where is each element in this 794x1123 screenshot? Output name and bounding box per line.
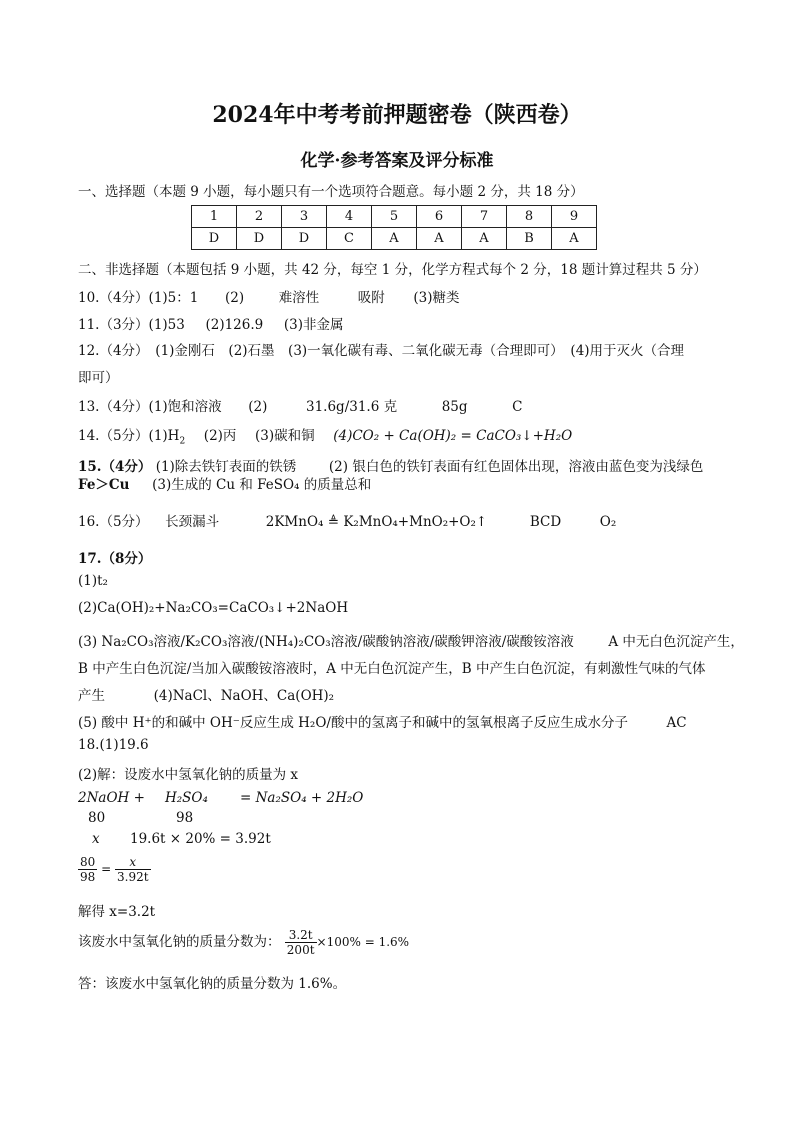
table-cell: A: [462, 228, 507, 250]
q18-unknown-x: x: [92, 831, 100, 847]
q15-answer-2: (2) 银白色的铁钉表面有红色固体出现，溶液由蓝色变为浅绿色: [328, 459, 704, 475]
q17-line-6: [78, 711, 687, 731]
page-subtitle: 化学·参考答案及评分标准: [300, 151, 494, 171]
q18-line-1: 18.(1)19.6: [78, 737, 149, 753]
answer-table: [191, 205, 597, 250]
q15-line-2: [78, 473, 371, 493]
fraction-denominator: 3.92t: [117, 870, 149, 884]
q18-fraction-label: 该废水中氢氧化钠的质量分数为：: [78, 934, 281, 950]
q17-line-4: B 中产生白色沉淀/当加入碳酸铵溶液时，A 中无白色沉淀产生，B 中产生白色沉淀，有刺激性气味的气体: [78, 661, 706, 677]
fraction-numerator: 80: [80, 855, 96, 869]
table-cell: A: [417, 228, 462, 250]
answer-table-numbers-row: [192, 206, 597, 228]
q12-line-2: 即可）: [78, 370, 119, 386]
table-cell: 6: [417, 206, 462, 228]
q15-line-1: [78, 455, 703, 475]
section-2-heading: 二、非选择题（本题包括 9 小题，共 42 分，每空 1 分，化学方程式每个 2 分，18 题计算过程共 5 分）: [78, 262, 707, 278]
q18-molar-h2so4: 98: [176, 810, 194, 826]
q17-line-3a: (3) Na₂CO₃溶液/K₂CO₃溶液/(NH₄)₂CO₃溶液/碳酸钠溶液/碳酸钾溶液/碳酸铵溶液: [78, 634, 574, 650]
q18-fraction-tail: ×100% = 1.6%: [316, 935, 410, 949]
q15-answer-1: (1)除去铁钉表面的铁锈: [155, 459, 297, 475]
q16-answer-3: BCD: [529, 514, 562, 530]
q12-line-1: 12.（4分） (1)金刚石 (2)石墨 (3)一氧化碳有毒、二氧化碳无毒（合理即可） (4)用于灭火（合理: [78, 343, 685, 359]
q11-head: 11.（3分）(1)53: [78, 317, 185, 333]
q10-answer-5: (3)糖类: [413, 290, 460, 306]
q14-line: [78, 424, 572, 447]
q17-line-6b: AC: [666, 715, 687, 731]
q13-line: [78, 395, 522, 415]
q13-answer-2: (2): [248, 399, 268, 415]
page-title: 2024年中考考前押题密卷（陕西卷）: [212, 102, 582, 128]
table-cell: 7: [462, 206, 507, 228]
q13-answer-5: C: [512, 399, 523, 415]
table-cell: D: [237, 228, 282, 250]
q18-eq-b: H₂SO₄: [165, 790, 208, 806]
table-cell: 1: [192, 206, 237, 228]
q14-answer-2: (2)丙: [203, 428, 237, 444]
table-cell: 2: [237, 206, 282, 228]
q17-line-5b: (4)NaCl、NaOH、Ca(OH)₂: [153, 688, 335, 704]
q17-line-3: [78, 630, 744, 650]
answer-table-answers-row: [192, 228, 597, 250]
table-cell: A: [552, 228, 597, 250]
q14-head: 14.（5分）(1)H: [78, 428, 180, 444]
q17-line-3b: A 中无白色沉淀产生，: [608, 634, 744, 650]
q11-line: [78, 313, 343, 333]
q10-answer-4: 吸附: [357, 290, 385, 306]
q17-line-1: (1)t₂: [78, 573, 108, 589]
q17-line-2: (2)Ca(OH)₂+Na₂CO₃=CaCO₃↓+2NaOH: [78, 600, 349, 616]
q18-value-h2so4: 19.6t × 20% = 3.92t: [130, 831, 271, 847]
q13-answer-3: 31.6g/31.6 克: [306, 399, 398, 415]
q17-line-6a: (5) 酸中 H⁺的和碱中 OH⁻反应生成 H₂O/酸中的氢离子和碱中的氢氧根离子反应生成水分子: [78, 715, 628, 731]
q15-answer-4: (3)生成的 Cu 和 FeSO₄ 的质量总和: [152, 477, 372, 493]
table-cell: A: [372, 228, 417, 250]
table-cell: C: [327, 228, 372, 250]
q14-answer-4: (4)CO₂ + Ca(OH)₂ = CaCO₃↓+H₂O: [333, 428, 573, 444]
q10-line: [78, 286, 460, 306]
q18-fraction-line: [78, 928, 409, 957]
q11-answer-3: (3)非金属: [283, 317, 344, 333]
table-cell: 8: [507, 206, 552, 228]
q16-head: 16.（5分）: [78, 514, 149, 530]
q16-answer-4: O₂: [599, 514, 617, 530]
section-1-heading: 一、选择题（本题 9 小题，每小题只有一个选项符合题意。每小题 2 分，共 18 分）: [78, 184, 584, 200]
q18-final-answer: 答：该废水中氢氧化钠的质量分数为 1.6%。: [78, 976, 347, 992]
table-cell: 5: [372, 206, 417, 228]
q10-answer-2: (2): [224, 290, 245, 306]
table-cell: 9: [552, 206, 597, 228]
q17-line-5a: 产生: [78, 688, 105, 704]
fraction-numerator: x: [115, 855, 151, 870]
table-cell: 3: [282, 206, 327, 228]
q17-head: 17.（8分）: [78, 551, 152, 567]
q18-eq-a: 2NaOH +: [78, 790, 145, 806]
q18-eq-c: = Na₂SO₄ + 2H₂O: [240, 790, 364, 806]
table-cell: D: [282, 228, 327, 250]
fraction-denominator: 200t: [286, 943, 315, 957]
fraction: [115, 855, 151, 884]
q16-answer-1: 长颈漏斗: [165, 514, 220, 530]
q13-head: 13.（4分）(1)饱和溶液: [78, 399, 222, 415]
table-cell: 4: [327, 206, 372, 228]
q16-answer-2: 2KMnO₄ ≜ K₂MnO₄+MnO₂+O₂↑: [265, 514, 488, 530]
q14-answer-3: (3)碳和铜: [255, 428, 315, 444]
fraction-numerator: 3.2t: [285, 928, 317, 943]
table-cell: B: [507, 228, 552, 250]
table-cell: D: [192, 228, 237, 250]
q14-subscript: 2: [179, 436, 186, 447]
fraction-denominator: 98: [80, 870, 96, 884]
q16-line: [78, 510, 616, 530]
fraction: [285, 928, 317, 957]
q10-answer-3: 难溶性: [278, 290, 320, 306]
q13-answer-4: 85g: [441, 399, 468, 415]
q18-line-2: (2)解：设废水中氢氧化钠的质量为 x: [78, 767, 299, 783]
q15-answer-3: Fe＞Cu: [78, 477, 130, 493]
fraction: [78, 855, 97, 884]
equals-sign: =: [101, 862, 112, 876]
q10-head: 10.（4分）(1)5：1: [78, 290, 199, 306]
q17-line-5: [78, 684, 334, 704]
q11-answer-2: (2)126.9: [205, 317, 264, 333]
q15-head: 15.（4分）: [78, 459, 152, 475]
q18-solution: 解得 x=3.2t: [78, 904, 156, 920]
q18-proportion: [78, 855, 151, 884]
q18-molar-naoh: 80: [88, 810, 106, 826]
